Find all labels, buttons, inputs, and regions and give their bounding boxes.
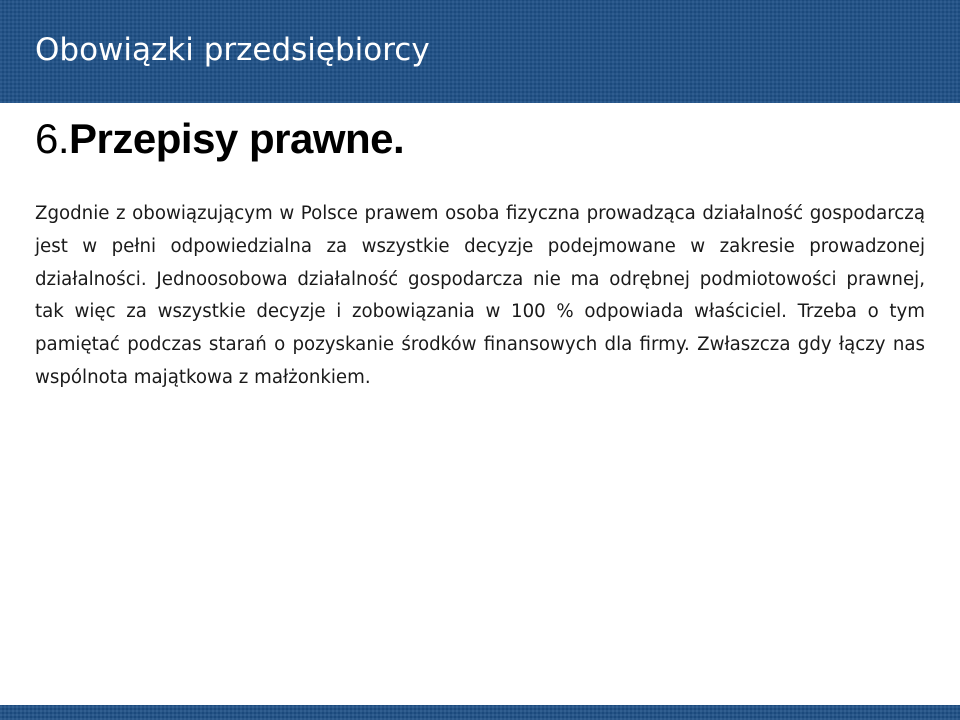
section-title: Przepisy prawne. (69, 115, 405, 162)
slide-title: Obowiązki przedsiębiorcy (35, 32, 430, 68)
section-number: 6. (35, 115, 70, 162)
header-bar (0, 0, 960, 103)
footer-bar (0, 705, 960, 720)
section-heading (35, 111, 404, 167)
body-paragraph: Zgodnie z obowiązującym w Polsce prawem osoba fizyczna prowadząca działalność gospodarczą jest w pełni odpowiedzialna za wszystkie decyzje podejmowane w zakresie prowadzonej działalności. Jednoosobowa działalność gospodarcza nie ma odrębnej podmiotowości prawnej, tak więc za wszystkie decyzje i zobowiązania w 100 % odpowiada właściciel. Trzeba o tym pamiętać podczas starań o pozyskanie środków finansowych dla firmy. Zwłaszcza gdy łączy nas wspólnota majątkowa z małżonkiem. (35, 203, 925, 388)
